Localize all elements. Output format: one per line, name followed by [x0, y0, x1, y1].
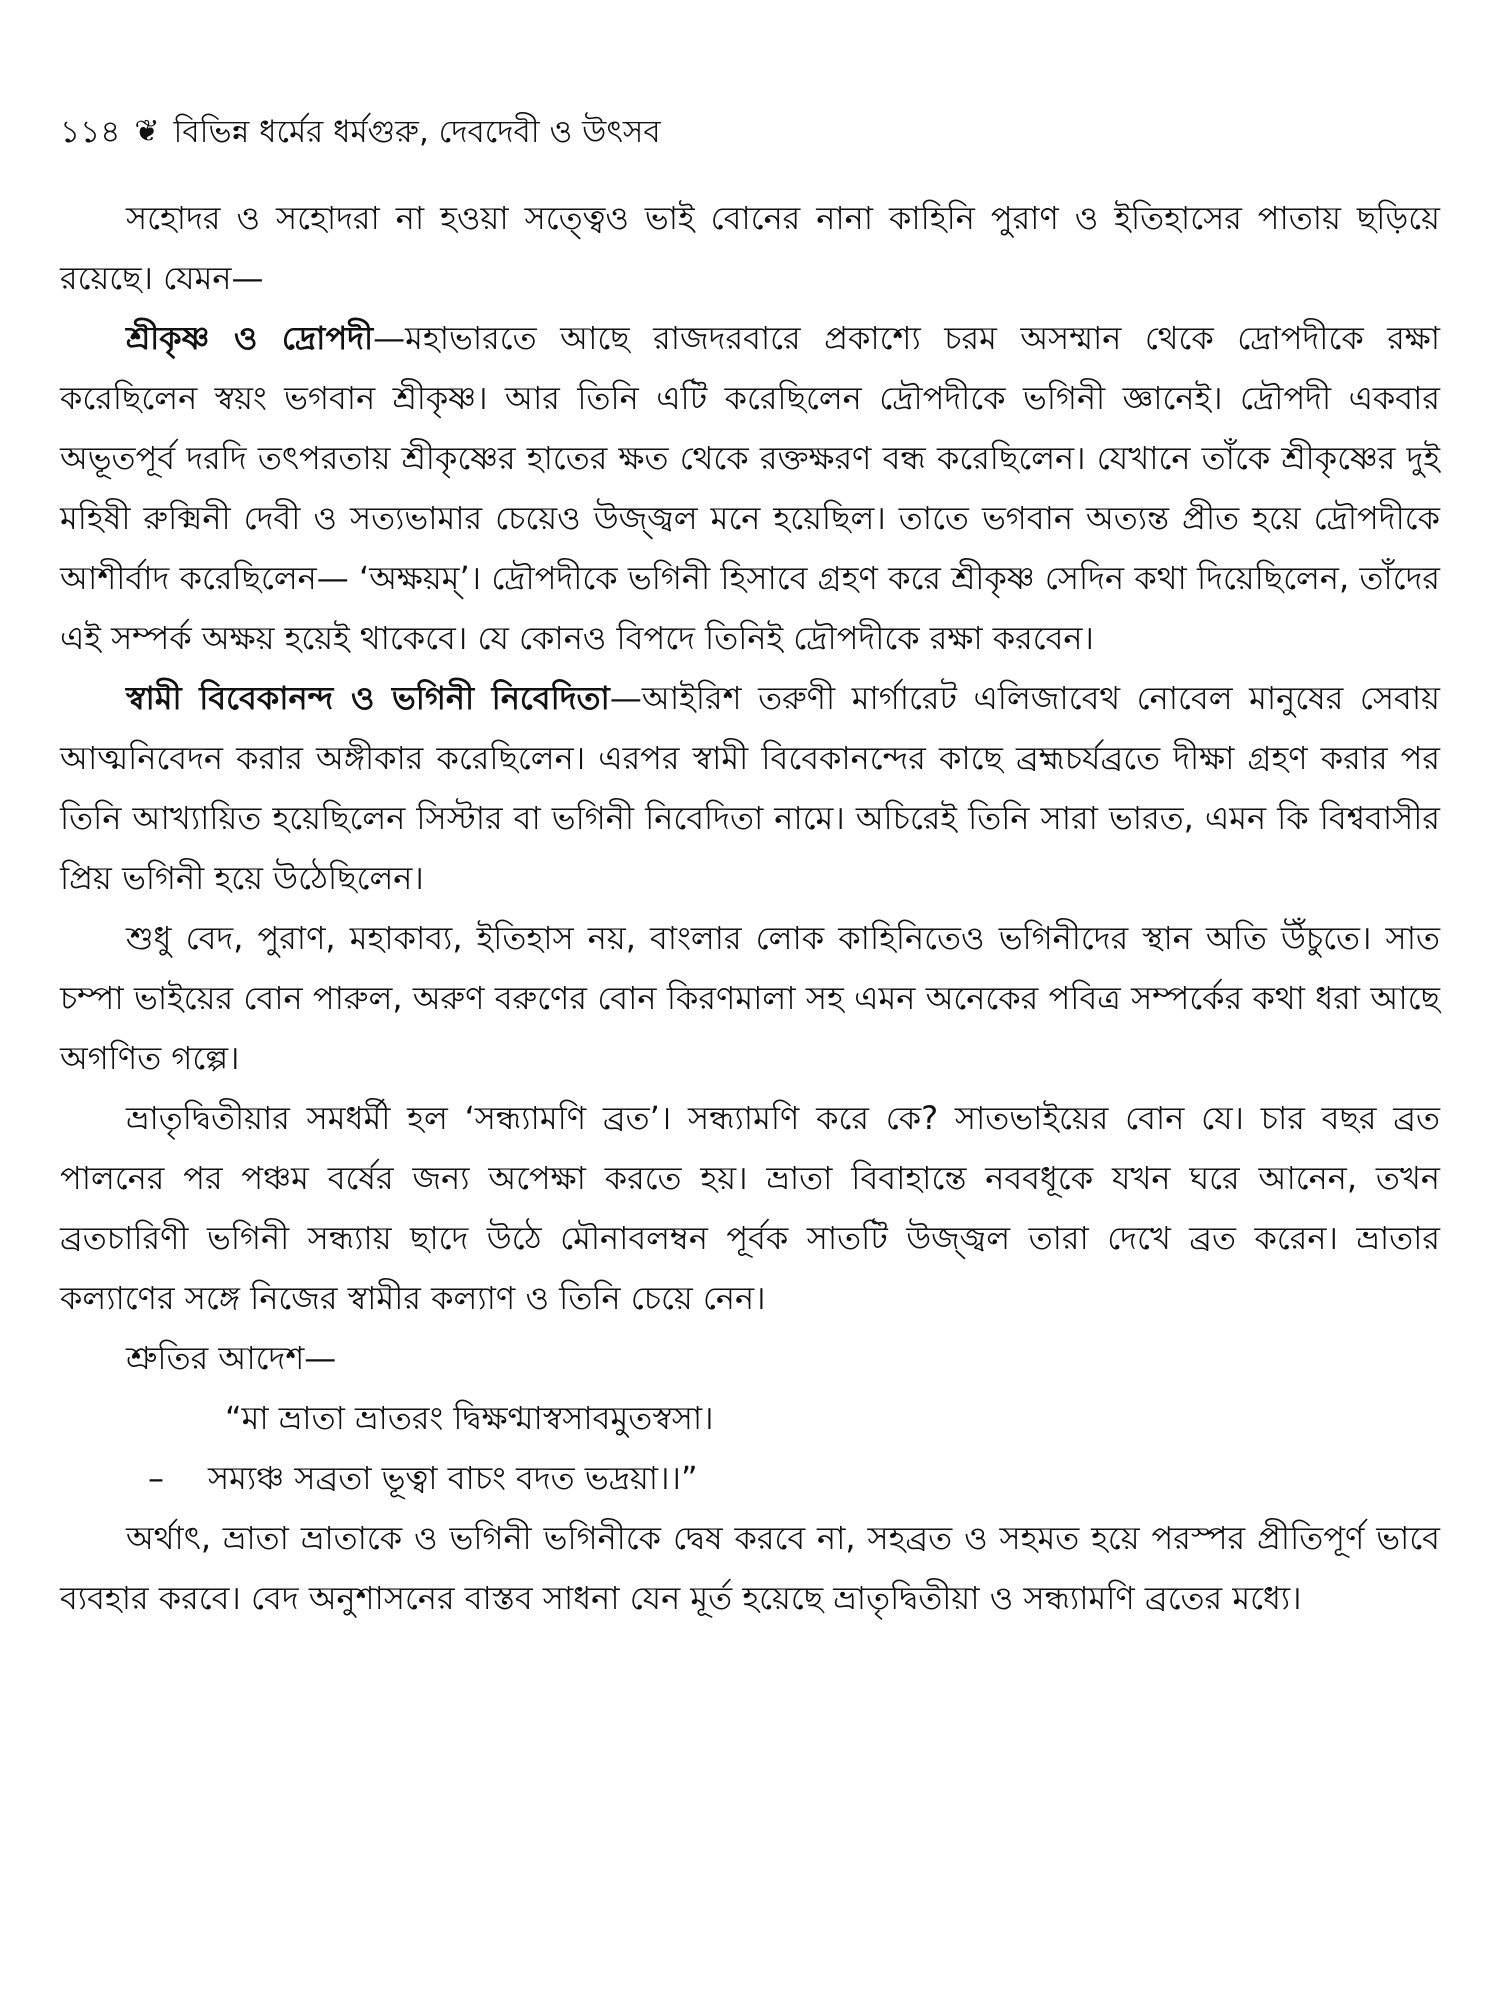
- section-heading: স্বামী বিবেকানন্দ ও ভগিনী নিবেদিতা: [126, 679, 610, 717]
- paragraph-text: সহোদর ও সহোদরা না হওয়া সত্ত্বেও ভাই বোনের নানা কাহিনি পুরাণ ও ইতিহাসের পাতায় ছড়িয়ে রয়েছে। যেমন—: [60, 199, 1440, 297]
- paragraph-text: —আইরিশ তরুণী মার্গারেট এলিজাবেথ নোবেল মানুষের সেবায় আত্মনিবেদন করার অঙ্গীকার করেছিলেন। এরপর স্বামী বিবেকানন্দের কাছে ব্রহ্মচর্যব্রতে দীক্ষা গ্রহণ করার পর তিনি আখ্যায়িত হয়েছিলেন সিস্টার বা ভগিনী নিবেদিতা নামে। অচিরেই তিনি সারা ভারত, এমন কি বিশ্ববাসীর প্রিয় ভগিনী হয়ে উঠেছিলেন।: [60, 679, 1440, 897]
- paragraph-intro: [60, 188, 1440, 308]
- book-title: বিভিন্ন ধর্মের ধর্মগুরু, দেবদেবী ও উৎসব: [173, 114, 661, 150]
- paragraph-krishna-draupadi: [60, 308, 1440, 668]
- page-body: [60, 188, 1440, 1628]
- ornament-icon: ❦: [134, 114, 160, 149]
- section-heading: শ্রীকৃষ্ণ ও দ্রোপদী: [126, 319, 374, 357]
- paragraph-closing: [60, 1508, 1440, 1628]
- paragraph-sandhyamani: [60, 1088, 1440, 1328]
- paragraph-text: —মহাভারতে আছে রাজদরবারে প্রকাশ্যে চরম অসম্মান থেকে দ্রোপদীকে রক্ষা করেছিলেন স্বয়ং ভগবান শ্রীকৃষ্ণ। আর তিনি এটি করেছিলেন দ্রৌপদীকে ভগিনী জ্ঞানেই। দ্রৌপদী একবার অভূতপূর্ব দরদি তৎপরতায় শ্রীকৃষ্ণের হাতের ক্ষত থেকে রক্তক্ষরণ বন্ধ করেছিলেন। যেখানে তাঁকে শ্রীকৃষ্ণের দুই মহিষী রুক্মিনী দেবী ও সত্যভামার চেয়েও উজ্জ্বল মনে হয়েছিল। তাতে ভগবান অত্যন্ত প্রীত হয়ে দ্রৌপদীকে আশীর্বাদ করেছিলেন— ‘অক্ষয়ম্’। দ্রৌপদীকে ভগিনী হিসাবে গ্রহণ করে শ্রীকৃষ্ণ সেদিন কথা দিয়েছিলেন, তাঁদের এই সম্পর্ক অক্ষয় হয়েই থাকেবে। যে কোনও বিপদে তিনিই দ্রৌপদীকে রক্ষা করবেন।: [60, 319, 1440, 657]
- paragraph-shruti: [60, 1328, 1440, 1388]
- page-number: ১১৪: [60, 114, 121, 150]
- paragraph-text: শ্রুতির আদেশ—: [126, 1339, 337, 1377]
- verse-line-2-text: সম্যঞ্চ সব্রতা ভূত্বা বাচং বদত ভদ্রয়া।।”: [208, 1459, 698, 1497]
- paragraph-folk-tales: [60, 908, 1440, 1088]
- verse-mark: –: [148, 1459, 164, 1497]
- verse-line-2: [60, 1448, 1440, 1508]
- verse-line-1: “মা ভ্রাতা ভ্রাতরং দ্বিক্ষণ্মাস্বসাবমুতস্বসা।: [225, 1399, 714, 1437]
- paragraph-text: শুধু বেদ, পুরাণ, মহাকাব্য, ইতিহাস নয়, বাংলার লোক কাহিনিতেও ভগিনীদের স্থান অতি উঁচুতে। সাত চম্পা ভাইয়ের বোন পারুল, অরুণ বরুণের বোন কিরণমালা সহ এমন অনেকের পবিত্র সম্পর্কের কথা ধরা আছে অগণিত গল্পে।: [60, 919, 1440, 1077]
- paragraph-text: ভ্রাতৃদ্বিতীয়ার সমধর্মী হল ‘সন্ধ্যামণি ব্রত’। সন্ধ্যামণি করে কে? সাতভাইয়ের বোন যে। চার বছর ব্রত পালনের পর পঞ্চম বর্ষের জন্য অপেক্ষা করতে হয়। ভ্রাতা বিবাহান্তে নববধূকে যখন ঘরে আনেন, তখন ব্রতচারিণী ভগিনী সন্ধ্যায় ছাদে উঠে মৌনাবলম্বন পূর্বক সাতটি উজ্জ্বল তারা দেখে ব্রত করেন। ভ্রাতার কল্যাণের সঙ্গে নিজের স্বামীর কল্যাণ ও তিনি চেয়ে নেন।: [60, 1099, 1440, 1317]
- running-header: [60, 110, 1440, 154]
- paragraph-vivekananda-nivedita: [60, 668, 1440, 908]
- paragraph-text: অর্থাৎ, ভ্রাতা ভ্রাতাকে ও ভগিনী ভগিনীকে দ্বেষ করবে না, সহব্রত ও সহমত হয়ে পরস্পর প্রীতিপূর্ণ ভাবে ব্যবহার করবে। বেদ অনুশাসনের বাস্তব সাধনা যেন মূর্ত হয়েছে ভ্রাতৃদ্বিতীয়া ও সন্ধ্যামণি ব্রতের মধ্যে।: [60, 1519, 1440, 1617]
